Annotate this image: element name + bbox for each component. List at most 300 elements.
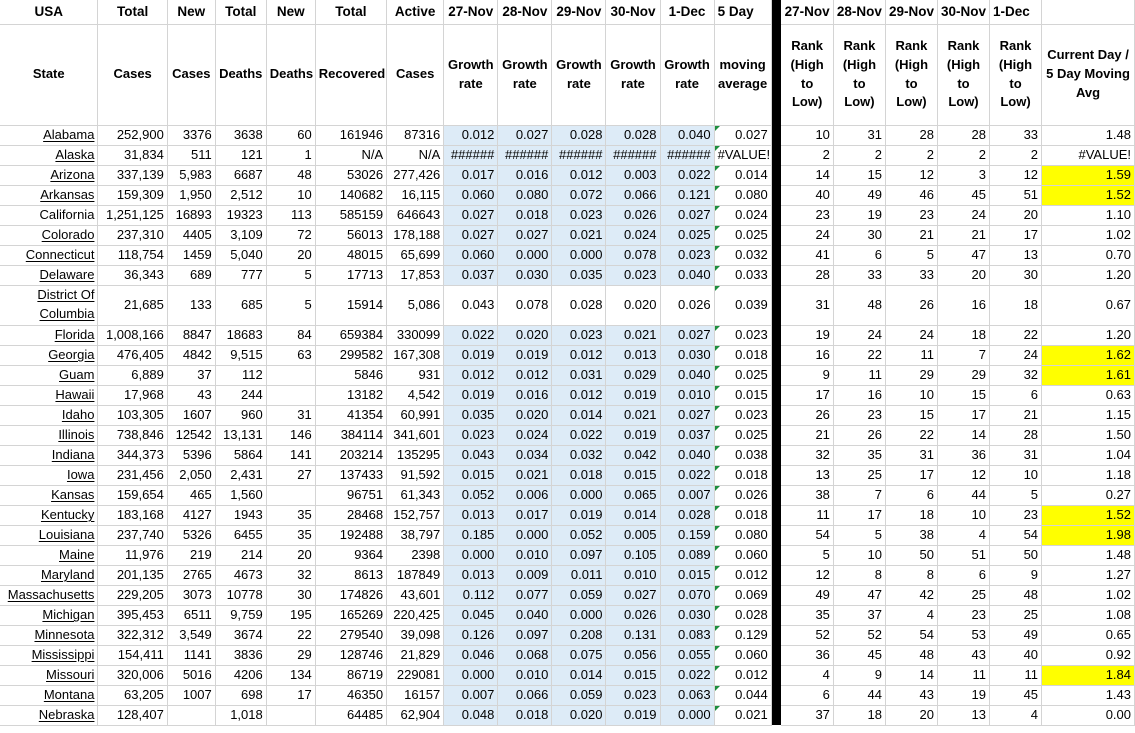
header-cell[interactable]: Deaths [215, 24, 266, 125]
header-cell[interactable]: 30-Nov [937, 0, 989, 24]
new-deaths-cell[interactable]: 48 [266, 165, 315, 185]
growth-rate-cell[interactable]: 0.028 [660, 505, 714, 525]
new-deaths-cell[interactable]: 5 [266, 265, 315, 285]
growth-rate-cell[interactable]: 0.043 [444, 445, 498, 465]
total-deaths-cell[interactable]: 1,018 [215, 705, 266, 725]
header-cell[interactable]: Total [98, 0, 167, 24]
growth-rate-cell[interactable]: 0.056 [606, 645, 660, 665]
growth-rate-cell[interactable]: 0.068 [498, 645, 552, 665]
recovered-cell[interactable]: 384114 [315, 425, 386, 445]
growth-rate-cell[interactable]: 0.022 [444, 325, 498, 345]
total-cases-cell[interactable]: 159,309 [98, 185, 167, 205]
recovered-cell[interactable]: 165269 [315, 605, 386, 625]
growth-rate-cell[interactable]: 0.025 [660, 225, 714, 245]
growth-rate-cell[interactable]: 0.060 [444, 245, 498, 265]
rank-cell[interactable]: 11 [885, 345, 937, 365]
growth-rate-cell[interactable]: 0.040 [660, 265, 714, 285]
rank-cell[interactable]: 36 [781, 645, 833, 665]
moving-average-cell[interactable]: 0.060 [714, 545, 771, 565]
new-deaths-cell[interactable]: 60 [266, 125, 315, 145]
new-deaths-cell[interactable]: 20 [266, 545, 315, 565]
growth-rate-cell[interactable]: 0.027 [444, 225, 498, 245]
total-cases-cell[interactable]: 183,168 [98, 505, 167, 525]
rank-cell[interactable]: 19 [781, 325, 833, 345]
total-deaths-cell[interactable]: 6455 [215, 525, 266, 545]
state-cell[interactable]: Indiana [0, 445, 98, 465]
active-cases-cell[interactable]: 65,699 [387, 245, 444, 265]
moving-average-cell[interactable]: 0.012 [714, 665, 771, 685]
rank-cell[interactable]: 9 [781, 365, 833, 385]
recovered-cell[interactable]: 15914 [315, 285, 386, 325]
growth-rate-cell[interactable]: 0.121 [660, 185, 714, 205]
rank-cell[interactable]: 6 [781, 685, 833, 705]
growth-rate-cell[interactable]: 0.030 [660, 345, 714, 365]
rank-cell[interactable]: 51 [937, 545, 989, 565]
growth-rate-cell[interactable]: 0.020 [498, 405, 552, 425]
total-cases-cell[interactable]: 252,900 [98, 125, 167, 145]
rank-cell[interactable]: 48 [990, 585, 1042, 605]
total-cases-cell[interactable]: 1,008,166 [98, 325, 167, 345]
header-cell[interactable]: 27-Nov [444, 0, 498, 24]
rank-cell[interactable]: 29 [885, 365, 937, 385]
ratio-cell[interactable]: 1.20 [1042, 325, 1135, 345]
header-cell[interactable]: Total [315, 0, 386, 24]
rank-cell[interactable]: 2 [885, 145, 937, 165]
new-cases-cell[interactable]: 2,050 [167, 465, 215, 485]
rank-cell[interactable]: 51 [990, 185, 1042, 205]
rank-cell[interactable]: 53 [937, 625, 989, 645]
total-deaths-cell[interactable]: 960 [215, 405, 266, 425]
ratio-cell[interactable]: 1.08 [1042, 605, 1135, 625]
new-cases-cell[interactable]: 4127 [167, 505, 215, 525]
growth-rate-cell[interactable]: 0.021 [606, 325, 660, 345]
growth-rate-cell[interactable]: 0.097 [552, 545, 606, 565]
rank-cell[interactable]: 6 [833, 245, 885, 265]
growth-rate-cell[interactable]: 0.028 [606, 125, 660, 145]
growth-rate-cell[interactable]: 0.066 [498, 685, 552, 705]
moving-average-cell[interactable]: 0.018 [714, 505, 771, 525]
growth-rate-cell[interactable]: 0.012 [552, 385, 606, 405]
rank-cell[interactable]: 6 [885, 485, 937, 505]
rank-cell[interactable]: 28 [781, 265, 833, 285]
rank-cell[interactable]: 32 [990, 365, 1042, 385]
active-cases-cell[interactable]: 167,308 [387, 345, 444, 365]
rank-cell[interactable]: 7 [833, 485, 885, 505]
growth-rate-cell[interactable]: 0.023 [606, 685, 660, 705]
growth-rate-cell[interactable]: 0.040 [660, 125, 714, 145]
recovered-cell[interactable]: 659384 [315, 325, 386, 345]
moving-average-cell[interactable]: 0.018 [714, 465, 771, 485]
rank-cell[interactable]: 24 [781, 225, 833, 245]
recovered-cell[interactable]: 9364 [315, 545, 386, 565]
ratio-cell[interactable]: 1.84 [1042, 665, 1135, 685]
active-cases-cell[interactable]: 931 [387, 365, 444, 385]
rank-cell[interactable]: 48 [833, 285, 885, 325]
new-cases-cell[interactable]: 689 [167, 265, 215, 285]
recovered-cell[interactable]: 192488 [315, 525, 386, 545]
growth-rate-cell[interactable]: 0.031 [552, 365, 606, 385]
moving-average-cell[interactable]: 0.028 [714, 605, 771, 625]
rank-cell[interactable]: 6 [990, 385, 1042, 405]
rank-cell[interactable]: 24 [885, 325, 937, 345]
rank-cell[interactable]: 50 [990, 545, 1042, 565]
rank-cell[interactable]: 41 [781, 245, 833, 265]
growth-rate-cell[interactable]: 0.075 [552, 645, 606, 665]
growth-rate-cell[interactable]: 0.016 [498, 165, 552, 185]
rank-cell[interactable]: 10 [990, 465, 1042, 485]
rank-cell[interactable]: 36 [937, 445, 989, 465]
rank-cell[interactable]: 11 [781, 505, 833, 525]
header-cell[interactable]: Cases [167, 24, 215, 125]
rank-cell[interactable]: 10 [885, 385, 937, 405]
rank-cell[interactable]: 26 [833, 425, 885, 445]
new-deaths-cell[interactable] [266, 385, 315, 405]
growth-rate-cell[interactable]: 0.017 [444, 165, 498, 185]
header-cell[interactable]: Rank (High to Low) [781, 24, 833, 125]
rank-cell[interactable]: 18 [990, 285, 1042, 325]
moving-average-cell[interactable]: 0.014 [714, 165, 771, 185]
total-deaths-cell[interactable]: 10778 [215, 585, 266, 605]
rank-cell[interactable]: 18 [833, 705, 885, 725]
moving-average-cell[interactable]: 0.080 [714, 185, 771, 205]
new-cases-cell[interactable]: 16893 [167, 205, 215, 225]
growth-rate-cell[interactable]: 0.019 [606, 385, 660, 405]
header-cell[interactable]: 1-Dec [660, 0, 714, 24]
growth-rate-cell[interactable]: 0.126 [444, 625, 498, 645]
new-cases-cell[interactable]: 6511 [167, 605, 215, 625]
growth-rate-cell[interactable]: 0.027 [660, 205, 714, 225]
new-cases-cell[interactable]: 1,950 [167, 185, 215, 205]
header-cell[interactable]: 29-Nov [885, 0, 937, 24]
moving-average-cell[interactable]: 0.023 [714, 325, 771, 345]
rank-cell[interactable]: 45 [990, 685, 1042, 705]
growth-rate-cell[interactable]: 0.000 [552, 605, 606, 625]
growth-rate-cell[interactable]: 0.066 [606, 185, 660, 205]
state-cell[interactable]: Idaho [0, 405, 98, 425]
total-deaths-cell[interactable]: 13,131 [215, 425, 266, 445]
new-deaths-cell[interactable]: 146 [266, 425, 315, 445]
new-deaths-cell[interactable]: 32 [266, 565, 315, 585]
rank-cell[interactable]: 22 [885, 425, 937, 445]
growth-rate-cell[interactable]: 0.028 [552, 285, 606, 325]
recovered-cell[interactable]: 137433 [315, 465, 386, 485]
growth-rate-cell[interactable]: 0.027 [498, 125, 552, 145]
new-cases-cell[interactable]: 4842 [167, 345, 215, 365]
header-cell[interactable]: 30-Nov [606, 0, 660, 24]
growth-rate-cell[interactable]: 0.052 [552, 525, 606, 545]
growth-rate-cell[interactable]: 0.048 [444, 705, 498, 725]
rank-cell[interactable]: 24 [937, 205, 989, 225]
total-cases-cell[interactable]: 118,754 [98, 245, 167, 265]
growth-rate-cell[interactable]: 0.009 [498, 565, 552, 585]
growth-rate-cell[interactable]: 0.000 [552, 485, 606, 505]
rank-cell[interactable]: 31 [885, 445, 937, 465]
recovered-cell[interactable]: 53026 [315, 165, 386, 185]
rank-cell[interactable]: 29 [937, 365, 989, 385]
total-deaths-cell[interactable]: 3,109 [215, 225, 266, 245]
rank-cell[interactable]: 2 [833, 145, 885, 165]
header-cell[interactable]: Rank (High to Low) [937, 24, 989, 125]
growth-rate-cell[interactable]: 0.078 [606, 245, 660, 265]
ratio-cell[interactable]: 0.67 [1042, 285, 1135, 325]
moving-average-cell[interactable]: 0.021 [714, 705, 771, 725]
ratio-cell[interactable]: 1.48 [1042, 545, 1135, 565]
rank-cell[interactable]: 2 [937, 145, 989, 165]
rank-cell[interactable]: 48 [885, 645, 937, 665]
rank-cell[interactable]: 49 [781, 585, 833, 605]
new-deaths-cell[interactable]: 113 [266, 205, 315, 225]
rank-cell[interactable]: 11 [937, 665, 989, 685]
growth-rate-cell[interactable]: 0.012 [444, 125, 498, 145]
rank-cell[interactable]: 6 [937, 565, 989, 585]
rank-cell[interactable]: 49 [990, 625, 1042, 645]
header-cell[interactable]: New [266, 0, 315, 24]
total-cases-cell[interactable]: 337,139 [98, 165, 167, 185]
rank-cell[interactable]: 21 [937, 225, 989, 245]
total-deaths-cell[interactable]: 2,512 [215, 185, 266, 205]
growth-rate-cell[interactable]: 0.000 [498, 245, 552, 265]
rank-cell[interactable]: 10 [937, 505, 989, 525]
rank-cell[interactable]: 24 [833, 325, 885, 345]
rank-cell[interactable]: 20 [937, 265, 989, 285]
new-deaths-cell[interactable] [266, 365, 315, 385]
growth-rate-cell[interactable]: 0.000 [498, 525, 552, 545]
growth-rate-cell[interactable]: 0.016 [498, 385, 552, 405]
total-cases-cell[interactable]: 1,251,125 [98, 205, 167, 225]
new-cases-cell[interactable]: 5396 [167, 445, 215, 465]
new-cases-cell[interactable]: 5326 [167, 525, 215, 545]
rank-cell[interactable]: 23 [833, 405, 885, 425]
growth-rate-cell[interactable]: 0.063 [660, 685, 714, 705]
total-deaths-cell[interactable]: 4673 [215, 565, 266, 585]
growth-rate-cell[interactable]: 0.026 [660, 285, 714, 325]
rank-cell[interactable]: 9 [833, 665, 885, 685]
recovered-cell[interactable]: 5846 [315, 365, 386, 385]
ratio-cell[interactable]: 1.02 [1042, 585, 1135, 605]
new-cases-cell[interactable]: 12542 [167, 425, 215, 445]
total-cases-cell[interactable]: 11,976 [98, 545, 167, 565]
growth-rate-cell[interactable]: 0.021 [498, 465, 552, 485]
recovered-cell[interactable]: 8613 [315, 565, 386, 585]
ratio-cell[interactable]: 0.00 [1042, 705, 1135, 725]
header-cell[interactable]: Deaths [266, 24, 315, 125]
active-cases-cell[interactable]: 2398 [387, 545, 444, 565]
rank-cell[interactable]: 26 [781, 405, 833, 425]
growth-rate-cell[interactable]: 0.040 [498, 605, 552, 625]
moving-average-cell[interactable]: 0.032 [714, 245, 771, 265]
rank-cell[interactable]: 22 [990, 325, 1042, 345]
growth-rate-cell[interactable]: 0.028 [552, 125, 606, 145]
active-cases-cell[interactable]: 178,188 [387, 225, 444, 245]
growth-rate-cell[interactable]: 0.003 [606, 165, 660, 185]
state-cell[interactable]: Florida [0, 325, 98, 345]
rank-cell[interactable]: 12 [937, 465, 989, 485]
total-deaths-cell[interactable]: 685 [215, 285, 266, 325]
total-cases-cell[interactable]: 320,006 [98, 665, 167, 685]
rank-cell[interactable]: 31 [781, 285, 833, 325]
new-cases-cell[interactable]: 465 [167, 485, 215, 505]
growth-rate-cell[interactable]: 0.020 [552, 705, 606, 725]
recovered-cell[interactable]: 203214 [315, 445, 386, 465]
recovered-cell[interactable]: 41354 [315, 405, 386, 425]
header-cell[interactable]: 5 Day [714, 0, 771, 24]
moving-average-cell[interactable]: 0.025 [714, 365, 771, 385]
growth-rate-cell[interactable]: ###### [444, 145, 498, 165]
growth-rate-cell[interactable]: 0.059 [552, 585, 606, 605]
state-cell[interactable]: Mississippi [0, 645, 98, 665]
ratio-cell[interactable]: 0.70 [1042, 245, 1135, 265]
growth-rate-cell[interactable]: 0.019 [444, 345, 498, 365]
rank-cell[interactable]: 32 [781, 445, 833, 465]
total-deaths-cell[interactable]: 5864 [215, 445, 266, 465]
rank-cell[interactable]: 17 [781, 385, 833, 405]
active-cases-cell[interactable]: 229081 [387, 665, 444, 685]
new-deaths-cell[interactable]: 29 [266, 645, 315, 665]
growth-rate-cell[interactable]: 0.012 [444, 365, 498, 385]
growth-rate-cell[interactable]: 0.035 [552, 265, 606, 285]
recovered-cell[interactable]: N/A [315, 145, 386, 165]
growth-rate-cell[interactable]: 0.000 [660, 705, 714, 725]
total-deaths-cell[interactable]: 4206 [215, 665, 266, 685]
rank-cell[interactable]: 19 [937, 685, 989, 705]
growth-rate-cell[interactable]: 0.005 [606, 525, 660, 545]
growth-rate-cell[interactable]: 0.019 [552, 505, 606, 525]
rank-cell[interactable]: 16 [781, 345, 833, 365]
new-deaths-cell[interactable]: 10 [266, 185, 315, 205]
moving-average-cell[interactable]: 0.024 [714, 205, 771, 225]
active-cases-cell[interactable]: 61,343 [387, 485, 444, 505]
ratio-cell[interactable]: 0.65 [1042, 625, 1135, 645]
state-cell[interactable]: Massachusetts [0, 585, 98, 605]
growth-rate-cell[interactable]: 0.021 [606, 405, 660, 425]
growth-rate-cell[interactable]: 0.000 [552, 245, 606, 265]
moving-average-cell[interactable]: 0.026 [714, 485, 771, 505]
rank-cell[interactable]: 25 [833, 465, 885, 485]
state-cell[interactable]: Minnesota [0, 625, 98, 645]
new-cases-cell[interactable]: 1141 [167, 645, 215, 665]
new-cases-cell[interactable]: 5,983 [167, 165, 215, 185]
active-cases-cell[interactable]: N/A [387, 145, 444, 165]
rank-cell[interactable]: 23 [990, 505, 1042, 525]
growth-rate-cell[interactable]: 0.080 [498, 185, 552, 205]
rank-cell[interactable]: 2 [781, 145, 833, 165]
rank-cell[interactable]: 52 [833, 625, 885, 645]
rank-cell[interactable]: 21 [885, 225, 937, 245]
state-cell[interactable]: Kentucky [0, 505, 98, 525]
active-cases-cell[interactable]: 17,853 [387, 265, 444, 285]
ratio-cell[interactable]: #VALUE! [1042, 145, 1135, 165]
growth-rate-cell[interactable]: 0.023 [606, 265, 660, 285]
ratio-cell[interactable]: 1.52 [1042, 505, 1135, 525]
ratio-cell[interactable]: 1.15 [1042, 405, 1135, 425]
rank-cell[interactable]: 13 [781, 465, 833, 485]
rank-cell[interactable]: 42 [885, 585, 937, 605]
growth-rate-cell[interactable]: 0.027 [660, 325, 714, 345]
state-cell[interactable]: California [0, 205, 98, 225]
rank-cell[interactable]: 15 [937, 385, 989, 405]
growth-rate-cell[interactable]: 0.022 [660, 665, 714, 685]
ratio-cell[interactable]: 1.62 [1042, 345, 1135, 365]
moving-average-cell[interactable]: 0.025 [714, 225, 771, 245]
growth-rate-cell[interactable]: 0.105 [606, 545, 660, 565]
rank-cell[interactable]: 47 [937, 245, 989, 265]
active-cases-cell[interactable]: 330099 [387, 325, 444, 345]
state-cell[interactable]: Maine [0, 545, 98, 565]
moving-average-cell[interactable]: 0.027 [714, 125, 771, 145]
growth-rate-cell[interactable]: 0.020 [606, 285, 660, 325]
rank-cell[interactable]: 16 [937, 285, 989, 325]
rank-cell[interactable]: 23 [937, 605, 989, 625]
rank-cell[interactable]: 43 [885, 685, 937, 705]
ratio-cell[interactable]: 1.02 [1042, 225, 1135, 245]
ratio-cell[interactable]: 1.61 [1042, 365, 1135, 385]
growth-rate-cell[interactable]: 0.027 [660, 405, 714, 425]
rank-cell[interactable]: 35 [833, 445, 885, 465]
rank-cell[interactable]: 18 [885, 505, 937, 525]
total-cases-cell[interactable]: 201,135 [98, 565, 167, 585]
recovered-cell[interactable]: 64485 [315, 705, 386, 725]
growth-rate-cell[interactable]: 0.040 [660, 365, 714, 385]
rank-cell[interactable]: 19 [833, 205, 885, 225]
state-cell[interactable]: Montana [0, 685, 98, 705]
ratio-cell[interactable]: 1.52 [1042, 185, 1135, 205]
growth-rate-cell[interactable]: 0.014 [552, 405, 606, 425]
growth-rate-cell[interactable]: 0.059 [552, 685, 606, 705]
new-cases-cell[interactable]: 133 [167, 285, 215, 325]
rank-cell[interactable]: 40 [990, 645, 1042, 665]
rank-cell[interactable]: 12 [781, 565, 833, 585]
rank-cell[interactable]: 28 [937, 125, 989, 145]
total-deaths-cell[interactable]: 3674 [215, 625, 266, 645]
rank-cell[interactable]: 54 [990, 525, 1042, 545]
growth-rate-cell[interactable]: 0.072 [552, 185, 606, 205]
rank-cell[interactable]: 5 [990, 485, 1042, 505]
growth-rate-cell[interactable]: 0.015 [444, 465, 498, 485]
growth-rate-cell[interactable]: 0.077 [498, 585, 552, 605]
rank-cell[interactable]: 40 [781, 185, 833, 205]
total-cases-cell[interactable]: 159,654 [98, 485, 167, 505]
growth-rate-cell[interactable]: 0.023 [552, 205, 606, 225]
new-deaths-cell[interactable]: 30 [266, 585, 315, 605]
state-cell[interactable]: Kansas [0, 485, 98, 505]
rank-cell[interactable]: 11 [990, 665, 1042, 685]
growth-rate-cell[interactable]: 0.046 [444, 645, 498, 665]
total-deaths-cell[interactable]: 19323 [215, 205, 266, 225]
new-deaths-cell[interactable]: 5 [266, 285, 315, 325]
new-deaths-cell[interactable]: 84 [266, 325, 315, 345]
recovered-cell[interactable]: 17713 [315, 265, 386, 285]
rank-cell[interactable]: 33 [990, 125, 1042, 145]
rank-cell[interactable]: 14 [937, 425, 989, 445]
growth-rate-cell[interactable]: 0.021 [552, 225, 606, 245]
moving-average-cell[interactable]: 0.033 [714, 265, 771, 285]
rank-cell[interactable]: 49 [833, 185, 885, 205]
rank-cell[interactable]: 17 [990, 225, 1042, 245]
growth-rate-cell[interactable]: 0.000 [444, 665, 498, 685]
total-deaths-cell[interactable]: 777 [215, 265, 266, 285]
recovered-cell[interactable]: 56013 [315, 225, 386, 245]
state-cell[interactable]: District Of Columbia [0, 285, 98, 325]
header-cell[interactable]: Growth rate [660, 24, 714, 125]
total-cases-cell[interactable]: 237,310 [98, 225, 167, 245]
rank-cell[interactable]: 12 [990, 165, 1042, 185]
growth-rate-cell[interactable]: 0.185 [444, 525, 498, 545]
moving-average-cell[interactable]: 0.129 [714, 625, 771, 645]
rank-cell[interactable]: 22 [833, 345, 885, 365]
state-cell[interactable]: Connecticut [0, 245, 98, 265]
new-deaths-cell[interactable]: 72 [266, 225, 315, 245]
total-deaths-cell[interactable]: 698 [215, 685, 266, 705]
